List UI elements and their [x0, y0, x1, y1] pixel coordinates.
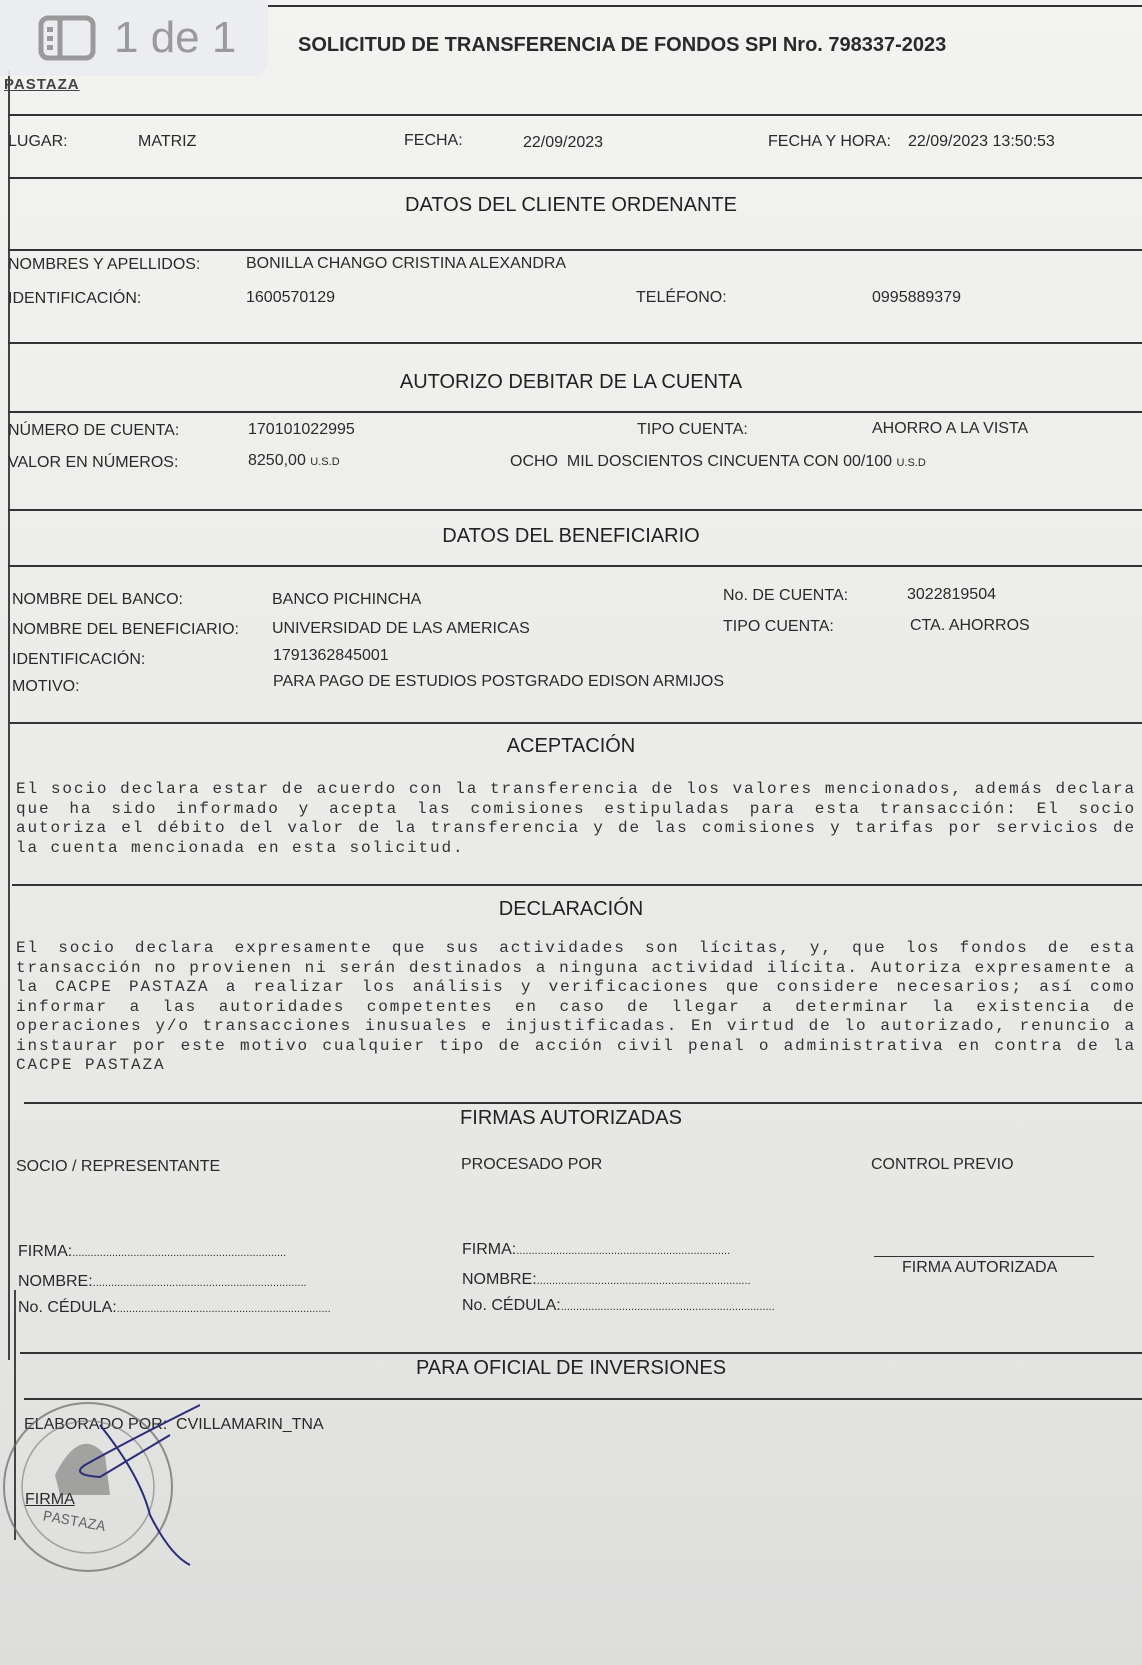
procesado-firma-label: FIRMA:: [462, 1241, 517, 1258]
banco-label: NOMBRE DEL BANCO:: [12, 591, 183, 608]
section-heading-declaracion: DECLARACIÓN: [498, 898, 644, 920]
socio-cedula-line: ......................................................................: [116, 1303, 331, 1315]
benef-cuenta-label: No. DE CUENTA:: [723, 587, 849, 604]
tipo-cuenta-value: AHORRO A LA VISTA: [872, 420, 1029, 437]
socio-nombre-label: NOMBRE:: [18, 1273, 93, 1290]
nombres-value: BONILLA CHANGO CRISTINA ALEXANDRA: [246, 255, 567, 272]
socio-column-label: SOCIO / REPRESENTANTE: [16, 1158, 221, 1175]
aceptacion-text: El socio declara estar de acuerdo con la transferencia de los valores mencionados, además declara que ha sido informado y acepta las comisiones estipuladas para esta transacción: El socio autoriza el débito del valor de la transferencia y de las comisiones y tarifas por servicios de la cuenta mencionada en esta solicitud.: [16, 780, 1136, 857]
benef-tipo-label: TIPO CUENTA:: [723, 618, 834, 635]
divider: [12, 884, 1142, 886]
fecha-label: FECHA:: [404, 132, 463, 149]
divider: [8, 565, 1142, 567]
benef-tipo-value: CTA. AHORROS: [910, 617, 1030, 634]
procesado-firma-line: ......................................................................: [516, 1245, 731, 1257]
socio-firma-line: ......................................................................: [72, 1247, 287, 1259]
letras-unit: U.S.D: [896, 457, 926, 469]
benef-nombre-value: UNIVERSIDAD DE LAS AMERICAS: [272, 620, 530, 637]
procesado-nombre-line: ......................................................................: [536, 1275, 751, 1287]
tipo-cuenta-label: TIPO CUENTA:: [637, 421, 748, 438]
benef-id-value: 1791362845001: [273, 647, 389, 664]
numero-cuenta-value: 170101022995: [248, 421, 355, 438]
benef-nombre-label: NOMBRE DEL BENEFICIARIO:: [12, 621, 239, 638]
section-heading-cuenta: AUTORIZO DEBITAR DE LA CUENTA: [399, 371, 743, 393]
motivo-value: PARA PAGO DE ESTUDIOS POSTGRADO EDISON ARMIJOS: [273, 673, 725, 690]
motivo-label: MOTIVO:: [12, 678, 80, 695]
lugar-value: MATRIZ: [138, 133, 197, 150]
fecha-value: 22/09/2023: [523, 134, 604, 151]
cacpe-stamp: [0, 1395, 200, 1585]
sidebar-icon[interactable]: [38, 15, 96, 61]
section-heading-oficial: PARA OFICIAL DE INVERSIONES: [415, 1357, 727, 1379]
control-column-label: CONTROL PREVIO: [871, 1156, 1014, 1173]
divider: [10, 722, 1142, 724]
section-heading-firmas: FIRMAS AUTORIZADAS: [460, 1107, 682, 1129]
valor-letras: OCHO MIL DOSCIENTOS CINCUENTA CON 00/100: [510, 453, 893, 470]
divider: [20, 1352, 1142, 1354]
socio-cedula-label: No. CÉDULA:: [18, 1299, 117, 1316]
section-heading-aceptacion: ACEPTACIÓN: [506, 735, 636, 757]
procesado-nombre-label: NOMBRE:: [462, 1271, 537, 1288]
divider: [8, 177, 1142, 179]
elaborado-label: ELABORADO POR:: [24, 1416, 168, 1433]
benef-id-label: IDENTIFICACIÓN:: [12, 651, 146, 668]
section-heading-cliente: DATOS DEL CLIENTE ORDENANTE: [405, 194, 737, 216]
id-label: IDENTIFICACIÓN:: [8, 290, 142, 307]
document-title: SOLICITUD DE TRANSFERENCIA DE FONDOS SPI Nro. 798337-2023: [298, 34, 947, 56]
valor-unit: U.S.D: [310, 456, 340, 468]
fecha-hora-value: 22/09/2023 13:50:53: [908, 133, 1055, 150]
divider: [8, 342, 1142, 344]
elaborado-value: CVILLAMARIN_TNA: [176, 1416, 324, 1433]
telefono-value: 0995889379: [872, 289, 961, 306]
benef-cuenta-value: 3022819504: [907, 586, 996, 603]
socio-nombre-line: ......................................................................: [92, 1277, 307, 1289]
numero-cuenta-label: NÚMERO DE CUENTA:: [8, 422, 180, 439]
divider: [24, 1102, 1142, 1104]
oficial-firma-label: FIRMA: [25, 1491, 75, 1508]
divider: [8, 249, 1142, 251]
page-indicator: [0, 0, 268, 76]
svg-text:PASTAZA: PASTAZA: [41, 1508, 107, 1537]
lugar-label: LUGAR:: [8, 133, 68, 150]
procesado-cedula-line: ......................................................................: [560, 1301, 775, 1313]
telefono-label: TELÉFONO:: [636, 289, 727, 306]
valor-label: VALOR EN NÚMEROS:: [8, 454, 179, 471]
nombres-label: NOMBRES Y APELLIDOS:: [8, 256, 201, 273]
divider: [268, 5, 1142, 7]
id-value: 1600570129: [246, 289, 335, 306]
divider: [8, 114, 1142, 116]
procesado-column-label: PROCESADO POR: [461, 1156, 603, 1173]
divider: [8, 509, 1142, 511]
valor-value: 8250,00: [248, 452, 306, 469]
section-heading-beneficiario: DATOS DEL BENEFICIARIO: [442, 525, 700, 547]
procesado-cedula-label: No. CÉDULA:: [462, 1297, 561, 1314]
firma-autorizada-line: [874, 1256, 1094, 1257]
declaracion-text: El socio declara expresamente que sus actividades son lícitas, y, que los fondos de esta transacción no provienen ni serán destinados a ninguna actividad ilícita. Autoriza expresamente a la CACPE PASTAZA a realizar los análisis y verificaciones que considere necesarios; así como informar a las autoridades competentes en caso de llegar a determinar la existencia de operaciones y/o transacciones inusuales e injustificadas. En virtud de lo autorizado, renuncio a instaurar por este motivo cualquier tipo de acción civil penal o administrativa en contra de la CACPE PASTAZA: [16, 939, 1136, 1074]
divider: [8, 411, 1142, 413]
banco-value: BANCO PICHINCHA: [272, 591, 422, 608]
pastaza-logo: PASTAZA: [4, 76, 80, 93]
firma-autorizada-label: FIRMA AUTORIZADA: [902, 1259, 1058, 1276]
fecha-hora-label: FECHA Y HORA:: [768, 133, 891, 150]
page-count: 1 de 1: [114, 13, 237, 62]
socio-firma-label: FIRMA:: [18, 1243, 73, 1260]
